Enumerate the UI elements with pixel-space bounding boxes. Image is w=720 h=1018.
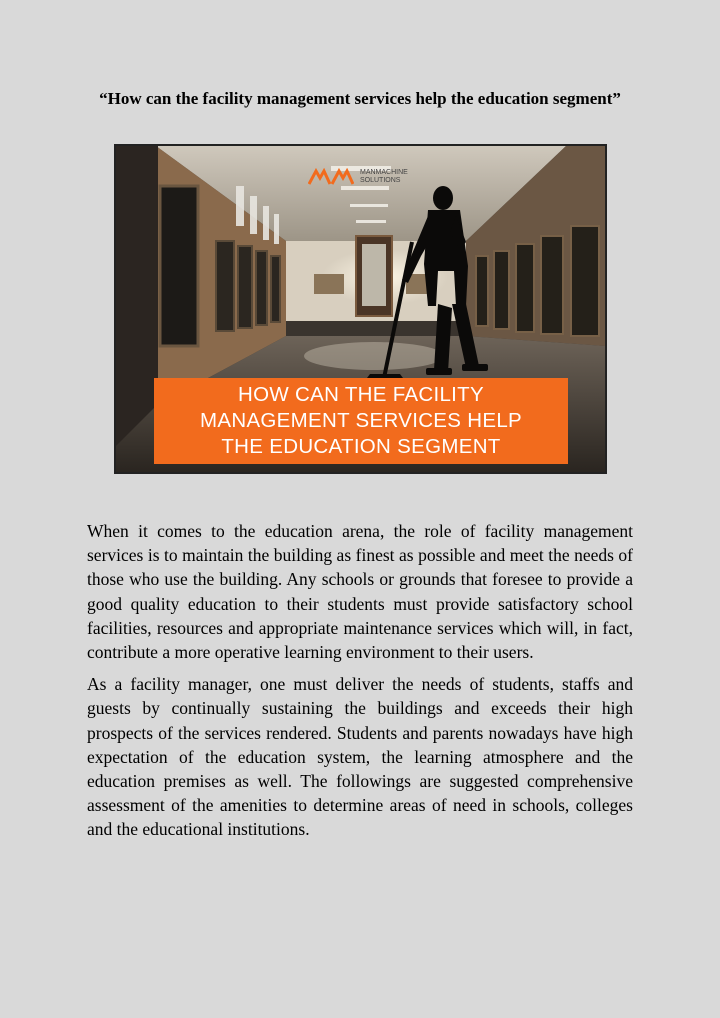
document-title: “How can the facility management services help the education segment”: [99, 89, 621, 108]
banner-caption-line-3: THE EDUCATION SEGMENT: [221, 435, 501, 458]
banner-caption: [154, 378, 568, 464]
banner-caption-line-1: HOW CAN THE FACILITY: [238, 383, 484, 406]
paragraph-2: As a facility manager, one must deliver the needs of students, staffs and guests by continually sustaining the buildings and exceeds their high prospects of the services rendered. Students and parents nowadays have high expectation of the education system, the learning atmosphere and the education premises as well. The followings are suggested comprehensive assessment of the amenities to determine areas of need in schools, colleges and the educational institutions.: [87, 674, 633, 840]
body-text: [87, 519, 633, 850]
logo-text-line1: MANMACHINE: [360, 169, 408, 176]
company-logo: [308, 168, 408, 186]
paragraph-1: When it comes to the education arena, the role of facility management services is to maintain the building as finest as possible and meet the needs of those who use the building. Any schools or grounds that foresee to provide a good quality education to their students must provide satisfactory school facilities, resources and appropriate maintenance services which will, in fact, contribute a more operative learning environment to their users.: [87, 521, 633, 663]
logo-mark-icon: [308, 168, 354, 186]
banner-caption-line-2: MANAGEMENT SERVICES HELP: [200, 409, 522, 432]
banner-image: [114, 144, 607, 474]
logo-text-line2: SOLUTIONS: [360, 177, 401, 184]
